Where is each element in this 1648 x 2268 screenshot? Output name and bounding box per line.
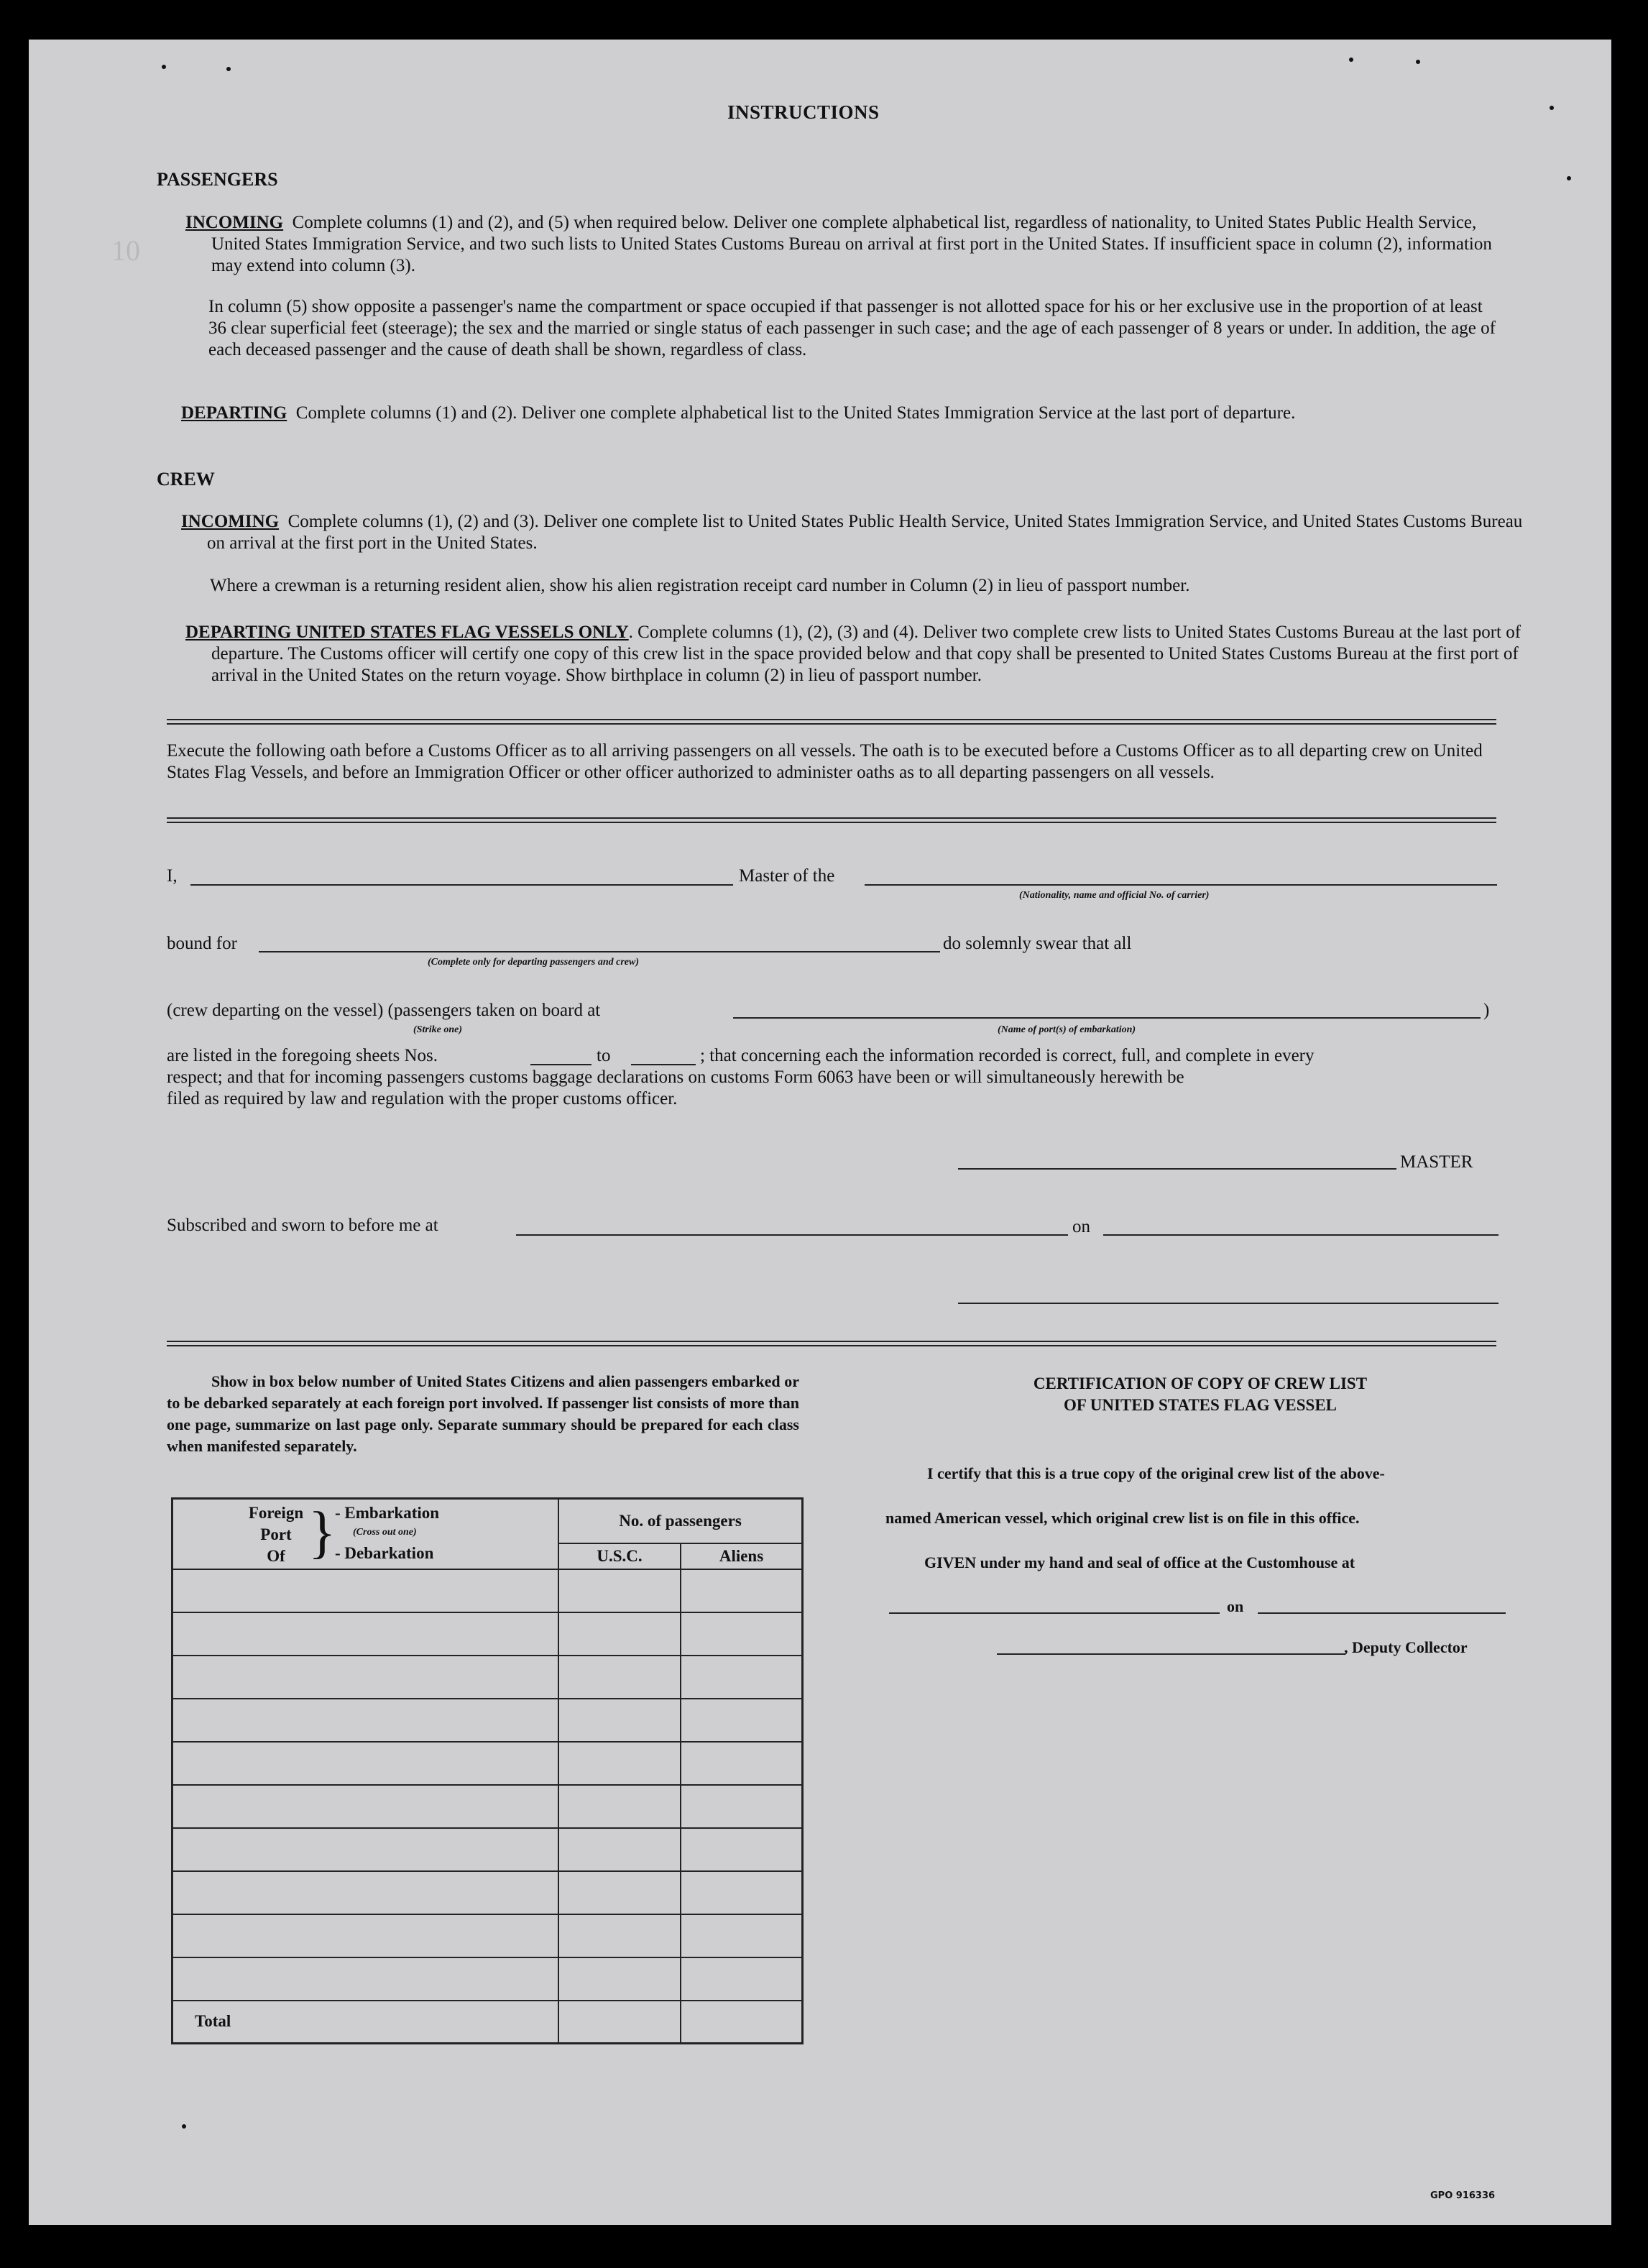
crew-incoming-instruction <box>181 511 1527 554</box>
carrier-note: (Nationality, name and official No. of carrier) <box>1019 890 1210 901</box>
master-signature-field[interactable] <box>958 1168 1396 1170</box>
port-cell[interactable] <box>172 1785 559 1828</box>
table-row <box>172 1699 803 1742</box>
aliens-cell[interactable] <box>681 1914 803 1957</box>
crew-passengers-label: (crew departing on the vessel) (passengers taken on board at <box>167 1001 601 1020</box>
incoming-text: Complete columns (1) and (2), and (5) when required below. Deliver one complete alphabetical list, regardless of nationality, to United States Public Health Service, United States Immigration Service, and two such lists to United States Customs Bureau on arrival at first port in the United States. If insufficient space in column (2), information may extend into column (3). <box>211 213 1492 275</box>
crew-heading: CREW <box>157 469 215 490</box>
usc-cell[interactable] <box>558 1612 681 1656</box>
usc-cell[interactable] <box>558 1699 681 1742</box>
embarkation-label[interactable]: - Embarkation <box>335 1504 440 1522</box>
table-row <box>172 1742 803 1785</box>
master-of-label: Master of the <box>739 866 835 886</box>
aliens-header: Aliens <box>681 1543 803 1569</box>
strike-one-note: (Strike one) <box>413 1024 463 1035</box>
table-row <box>172 1957 803 2001</box>
to-label: to <box>597 1046 611 1065</box>
certification-line1: I certify that this is a true copy of the original crew list of the above- <box>927 1464 1385 1482</box>
port-cell[interactable] <box>172 1656 559 1699</box>
aliens-cell[interactable] <box>681 1742 803 1785</box>
usc-header: U.S.C. <box>558 1543 681 1569</box>
passengers-incoming-instruction <box>185 212 1527 277</box>
bound-for-label: bound for <box>167 934 237 953</box>
sheet-from-field[interactable] <box>530 1064 591 1065</box>
certification-heading <box>877 1373 1524 1416</box>
footer-code: GPO 916336 <box>1430 2190 1496 2201</box>
master-name-field[interactable] <box>190 884 733 886</box>
usc-cell[interactable] <box>558 1871 681 1914</box>
table-row <box>172 1569 803 1612</box>
total-row <box>172 2001 803 2044</box>
debarkation-label[interactable]: - Debarkation <box>335 1544 434 1562</box>
close-paren: ) <box>1483 1001 1490 1020</box>
bound-for-note: (Complete only for departing passengers and crew) <box>428 957 639 968</box>
port-cell[interactable] <box>172 1569 559 1612</box>
certification-heading-line1: CERTIFICATION OF COPY OF CREW LIST <box>1033 1374 1368 1392</box>
certification-on-label: on <box>1227 1597 1244 1615</box>
speck <box>162 65 166 69</box>
usc-cell[interactable] <box>558 1742 681 1785</box>
table-row <box>172 1656 803 1699</box>
bleed-through-mark: 10 <box>111 234 140 267</box>
usc-cell[interactable] <box>558 1914 681 1957</box>
aliens-cell[interactable] <box>681 1828 803 1871</box>
total-label: Total <box>172 2001 559 2044</box>
port-cell[interactable] <box>172 1871 559 1914</box>
incoming-label: INCOMING <box>181 512 280 531</box>
aliens-cell[interactable] <box>681 1785 803 1828</box>
sheet-to-field[interactable] <box>631 1064 696 1065</box>
certification-heading-line2: OF UNITED STATES FLAG VESSEL <box>1063 1396 1338 1414</box>
aliens-cell[interactable] <box>681 1871 803 1914</box>
port-note: (Name of port(s) of embarkation) <box>998 1024 1136 1035</box>
bound-for-field[interactable] <box>259 951 940 952</box>
port-cell[interactable] <box>172 1699 559 1742</box>
departing-text: Complete columns (1) and (2). Deliver one complete alphabetical list to the United States Immigration Service at the last port of departure. <box>295 403 1296 423</box>
aliens-cell[interactable] <box>681 1699 803 1742</box>
passengers-header: No. of passengers <box>558 1499 803 1543</box>
cross-out-note: (Cross out one) <box>353 1527 417 1538</box>
listed-line3: filed as required by law and regulation with the proper customs officer. <box>167 1089 678 1108</box>
foreign-label: Foreign <box>248 1504 304 1522</box>
speck <box>1567 176 1571 180</box>
table-row <box>172 1914 803 1957</box>
speck <box>182 2124 186 2129</box>
usc-cell[interactable] <box>558 1656 681 1699</box>
embarkation-port-field[interactable] <box>733 1017 1481 1019</box>
passengers-heading: PASSENGERS <box>157 169 278 190</box>
listed-prefix: are listed in the foregoing sheets Nos. <box>167 1046 438 1065</box>
customhouse-place-field[interactable] <box>889 1612 1220 1614</box>
usc-cell[interactable] <box>558 1828 681 1871</box>
divider <box>167 1341 1496 1346</box>
aliens-cell[interactable] <box>681 1957 803 2001</box>
brace: } <box>308 1501 336 1564</box>
customhouse-date-field[interactable] <box>1258 1612 1506 1614</box>
form-page <box>29 40 1611 2225</box>
port-label: Port <box>260 1525 292 1543</box>
aliens-cell[interactable] <box>681 1612 803 1656</box>
oath-i-label: I, <box>167 866 178 886</box>
port-cell[interactable] <box>172 1957 559 2001</box>
deputy-collector-label: , Deputy Collector <box>1344 1638 1468 1656</box>
sworn-place-field[interactable] <box>516 1234 1068 1236</box>
page-title: INSTRUCTIONS <box>727 101 880 123</box>
incoming-text: Complete columns (1), (2) and (3). Deliver one complete list to United States Public Health Service, United States Immigration Service, and United States Customs Bureau on arrival at the first port in the United States. <box>207 512 1523 553</box>
port-cell[interactable] <box>172 1828 559 1871</box>
listed-suffix: ; that concerning each the information recorded is correct, full, and complete in every <box>700 1046 1315 1065</box>
resident-alien-instruction: Where a crewman is a returning resident alien, show his alien registration receipt card number in Column (2) in lieu of passport number. <box>210 576 1190 595</box>
passenger-summary-table <box>171 1497 804 2044</box>
of-label: Of <box>267 1547 285 1565</box>
table-row <box>172 1785 803 1828</box>
listed-line2: respect; and that for incoming passengers customs baggage declarations on customs Form 6063 have been or will simultaneously herewith be <box>167 1068 1184 1087</box>
speck <box>1349 58 1353 62</box>
usc-cell[interactable] <box>558 1957 681 2001</box>
oath-instruction: Execute the following oath before a Customs Officer as to all arriving passengers on all vessels. The oath is to be executed before a Customs Officer as to all departing crew on United States Flag Vessels, and before an Immigration Officer or other officer authorized to administer oaths as to all departing passengers on all vessels. <box>167 741 1483 782</box>
certification-line2: named American vessel, which original crew list is on file in this office. <box>885 1509 1360 1527</box>
sworn-date-field[interactable] <box>1103 1234 1499 1236</box>
on-label: on <box>1072 1217 1090 1236</box>
aliens-total-cell[interactable] <box>681 2001 803 2044</box>
port-cell[interactable] <box>172 1914 559 1957</box>
usc-total-cell[interactable] <box>558 2001 681 2044</box>
port-cell[interactable] <box>172 1612 559 1656</box>
column5-instruction: In column (5) show opposite a passenger's name the compartment or space occupied if that passenger is not allotted space for his or her exclusive use in the proportion of at least 36 clear superficial feet (steerage); the sex and the married or single status of each passenger in such case; and the age of each passenger of 8 years or under. In addition, the age of each deceased passenger and the cause of death shall be shown, regardless of class. <box>208 297 1496 359</box>
aliens-cell[interactable] <box>681 1656 803 1699</box>
carrier-field[interactable] <box>865 884 1497 886</box>
speck <box>1416 60 1420 64</box>
aliens-cell[interactable] <box>681 1569 803 1612</box>
subscribed-label: Subscribed and sworn to before me at <box>167 1216 438 1235</box>
incoming-label: INCOMING <box>185 213 284 232</box>
table-row <box>172 1612 803 1656</box>
certification-line3: GIVEN under my hand and seal of office at the Customhouse at <box>924 1553 1355 1571</box>
departing-text: . Complete columns (1), (2), (3) and (4). Deliver two complete crew lists to United States Customs Bureau at the last port of departure. The Customs officer will certify one copy of this crew list in the space provided below and that copy shall be presented to United States Customs Bureau at the first port of arrival in the United States on the return voyage. Show birthplace in column (2) in lieu of passport number. <box>211 623 1522 685</box>
usc-cell[interactable] <box>558 1785 681 1828</box>
foreign-port-header <box>172 1499 559 1569</box>
deputy-signature-field[interactable] <box>997 1653 1345 1655</box>
speck <box>1550 106 1554 110</box>
swear-label: do solemnly swear that all <box>943 934 1132 953</box>
table-row <box>172 1871 803 1914</box>
divider <box>167 817 1496 823</box>
speck <box>226 67 231 71</box>
passengers-departing-instruction <box>181 403 1527 424</box>
master-label: MASTER <box>1400 1152 1473 1172</box>
departing-label: DEPARTING <box>181 403 287 423</box>
crew-departing-instruction <box>185 622 1527 687</box>
summary-instruction: Show in box below number of United States Citizens and alien passengers embarked or to be debarked separately at each foreign port involved. If passenger list consists of more than one page, summarize on last page only. Separate summary should be prepared for each class when manifested separately. <box>167 1372 799 1455</box>
port-cell[interactable] <box>172 1742 559 1785</box>
officer-signature-field[interactable] <box>958 1303 1499 1304</box>
table-row <box>172 1828 803 1871</box>
usc-cell[interactable] <box>558 1569 681 1612</box>
divider <box>167 719 1496 725</box>
departing-flag-label: DEPARTING UNITED STATES FLAG VESSELS ONLY <box>185 623 629 642</box>
